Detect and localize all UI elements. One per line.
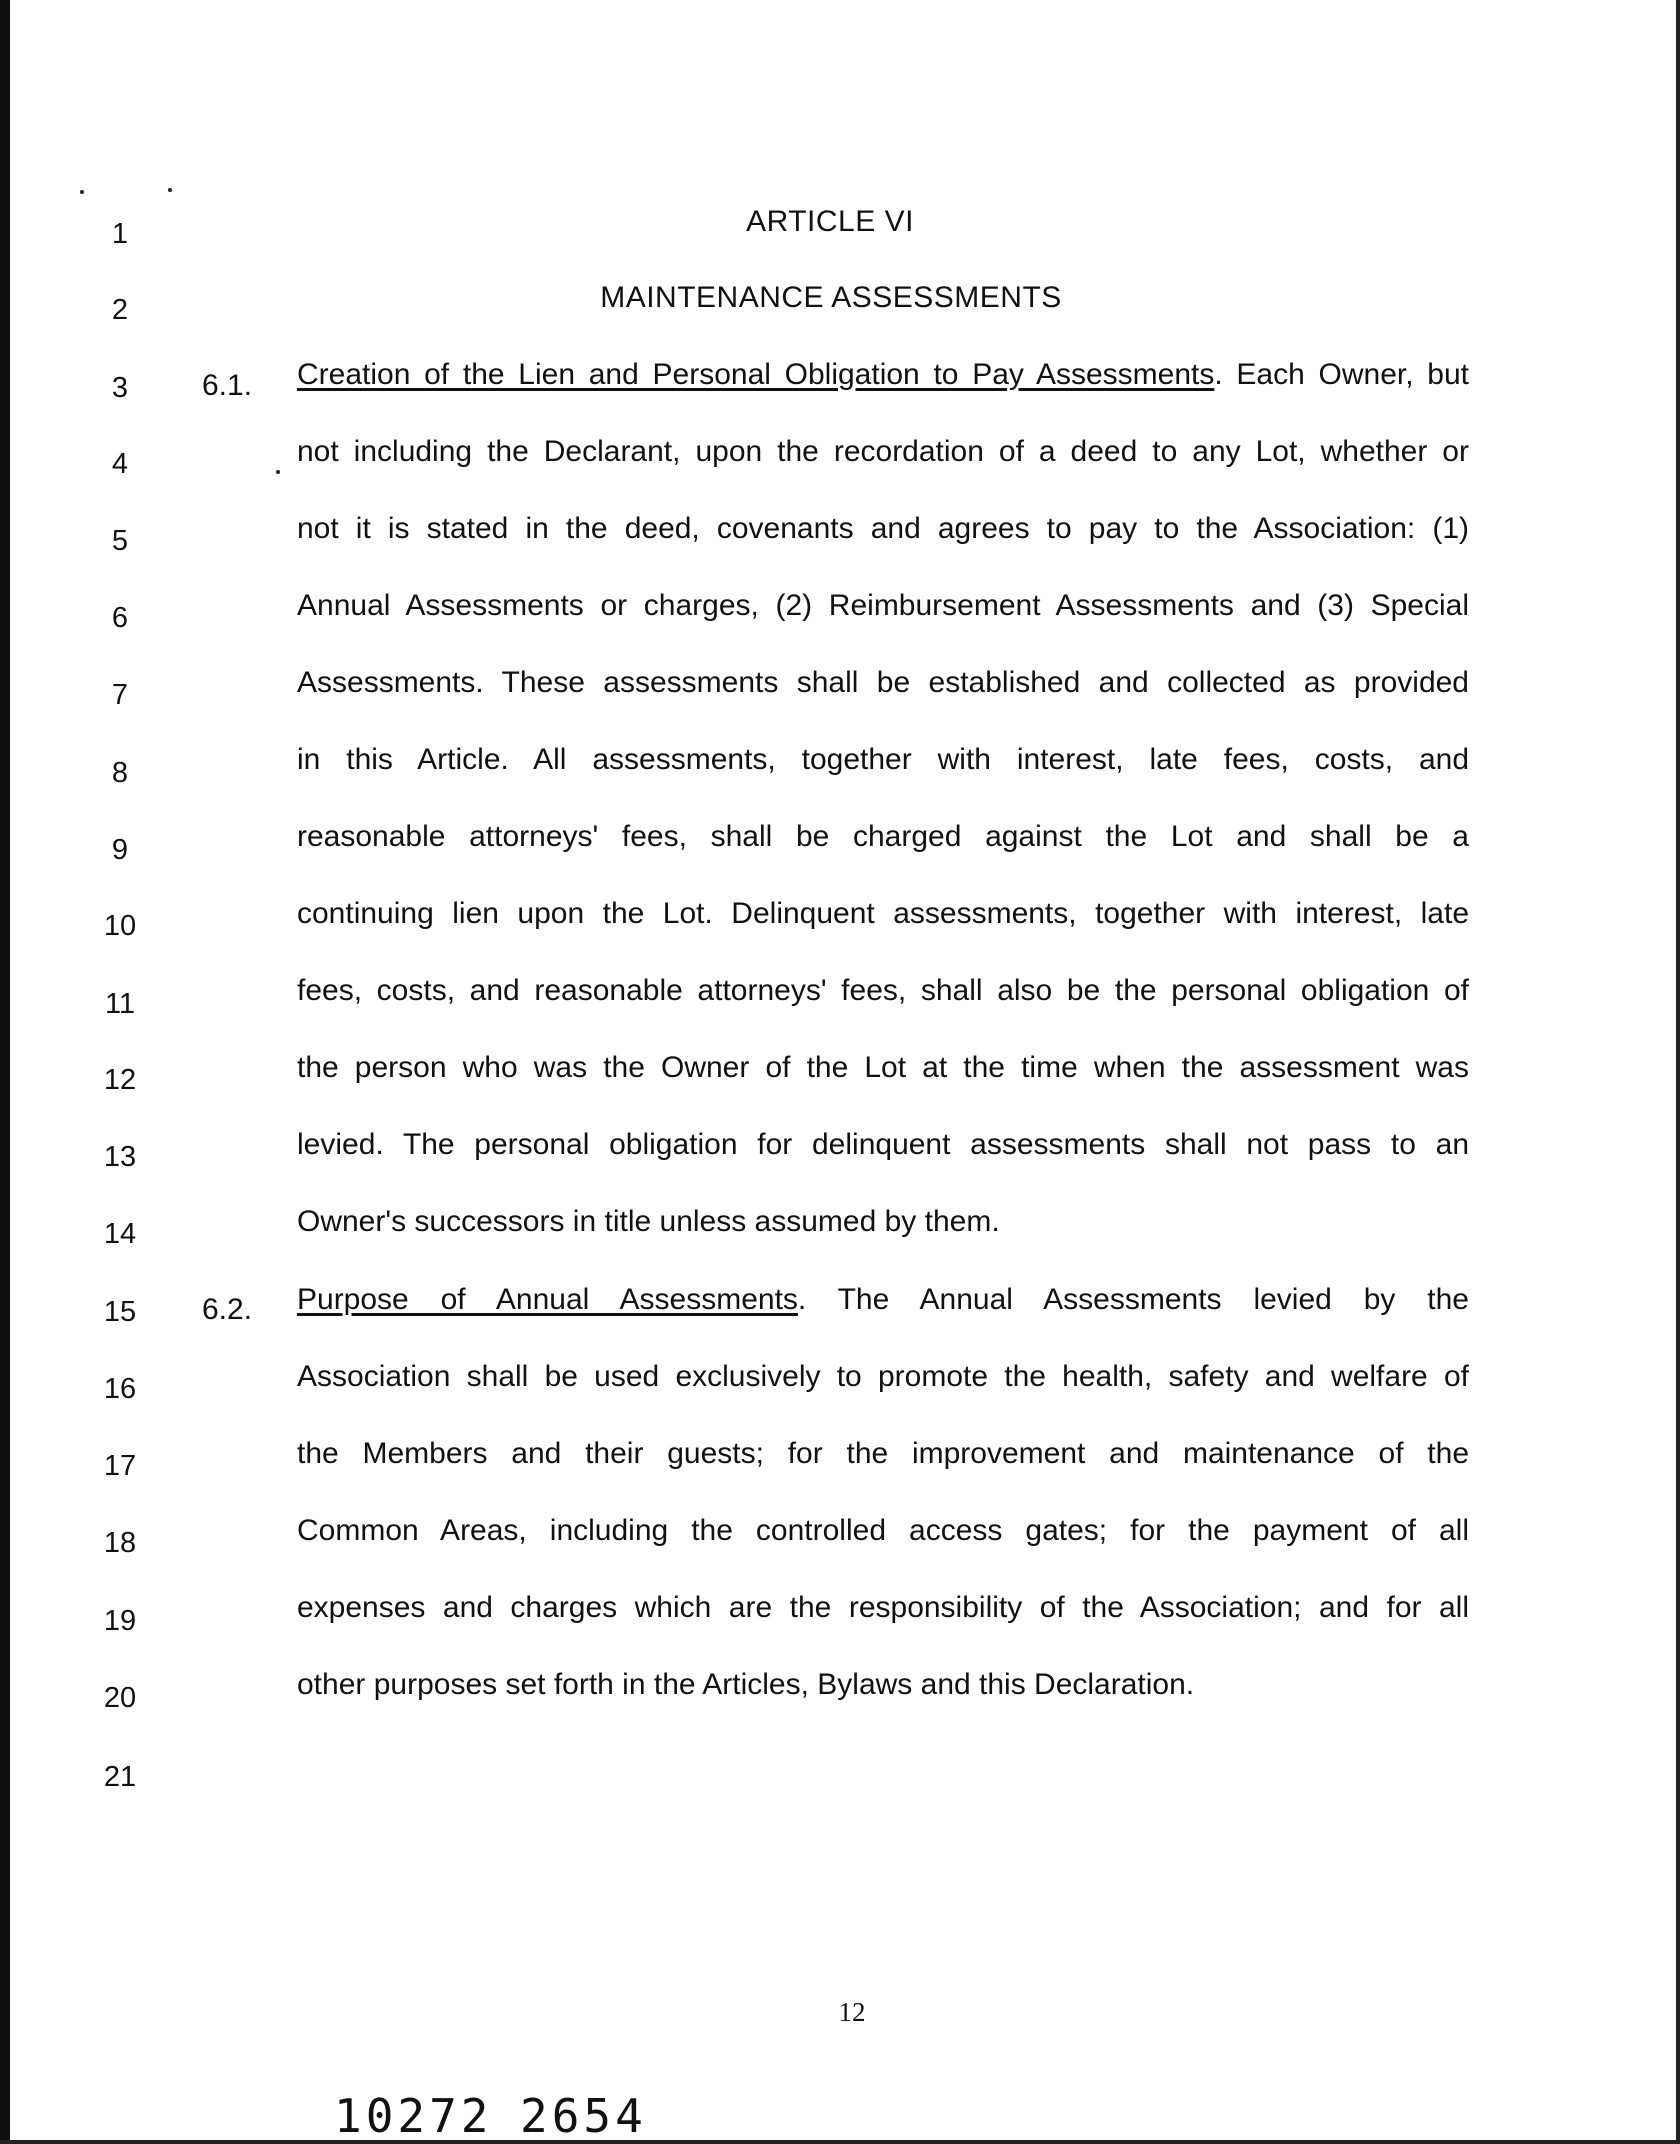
line-number: 3	[111, 372, 129, 404]
line-number: 15	[103, 1296, 137, 1328]
line-number: 5	[111, 525, 129, 557]
body-line: not including the Declarant, upon the recordation of a deed to any Lot, whether or	[297, 435, 1469, 468]
page-number: 12	[838, 1997, 866, 2027]
record-page-number: 2654	[520, 2089, 647, 2143]
body-line: not it is stated in the deed, covenants and agrees to pay to the Association: (1)	[297, 512, 1469, 545]
body-line: levied. The personal obligation for delinquent assessments shall not pass to an	[297, 1128, 1469, 1161]
body-line: the Members and their guests; for the improvement and maintenance of the	[297, 1437, 1469, 1470]
line-number: 13	[103, 1141, 137, 1173]
body-line: reasonable attorneys' fees, shall be charged against the Lot and shall be a	[297, 820, 1469, 853]
body-line: the person who was the Owner of the Lot at the time when the assessment was	[297, 1051, 1469, 1084]
record-book-number: 10272	[334, 2089, 493, 2143]
article-heading: ARTICLE VI	[746, 205, 914, 238]
section-text: . Each Owner, but	[1214, 358, 1469, 391]
body-line: Annual Assessments or charges, (2) Reimbursement Assessments and (3) Special	[297, 589, 1469, 622]
body-line: fees, costs, and reasonable attorneys' fees, shall also be the personal obligation of	[297, 974, 1469, 1007]
line-number: 2	[111, 294, 129, 326]
line-number: 11	[104, 988, 136, 1020]
section-number: 6.2.	[202, 1293, 253, 1326]
line-number: 10	[103, 910, 137, 942]
body-line: expenses and charges which are the responsibility of the Association; and for all	[297, 1591, 1469, 1624]
line-number: 14	[103, 1218, 137, 1250]
line-number: 9	[111, 834, 129, 866]
body-line: continuing lien upon the Lot. Delinquent assessments, together with interest, late	[297, 897, 1469, 930]
body-line: Common Areas, including the controlled access gates; for the payment of all	[297, 1514, 1469, 1547]
line-number: 21	[103, 1761, 137, 1793]
line-number: 8	[111, 757, 129, 789]
section-caption: Creation of the Lien and Personal Obligation to Pay Assessments	[297, 358, 1215, 391]
section-caption: Purpose of Annual Assessments	[297, 1283, 798, 1316]
line-number: 1	[111, 218, 129, 250]
body-line: Owner's successors in title unless assumed by them.	[297, 1205, 1000, 1238]
line-number: 7	[111, 679, 129, 711]
article-title: MAINTENANCE ASSESSMENTS	[600, 281, 1062, 314]
line-number: 16	[103, 1373, 137, 1405]
section-number: 6.1.	[202, 369, 253, 402]
body-line: Assessments. These assessments shall be established and collected as provided	[297, 666, 1469, 699]
scan-speck	[168, 188, 172, 192]
line-number: 12	[103, 1064, 137, 1096]
body-line: Association shall be used exclusively to promote the health, safety and welfare of	[297, 1360, 1469, 1393]
line-number: 18	[103, 1527, 137, 1559]
line-number: 6	[111, 602, 129, 634]
scan-speck	[80, 190, 84, 194]
section-first-line	[297, 1280, 1469, 1320]
section-text: . The Annual Assessments levied by the	[797, 1283, 1469, 1316]
body-line: in this Article. All assessments, together with interest, late fees, costs, and	[297, 743, 1469, 776]
section-first-line	[297, 355, 1469, 395]
body-line: other purposes set forth in the Articles, Bylaws and this Declaration.	[297, 1668, 1195, 1701]
line-number: 4	[111, 448, 129, 480]
line-number: 20	[103, 1682, 137, 1714]
line-number: 17	[103, 1450, 137, 1482]
line-number: 19	[103, 1605, 137, 1637]
scan-speck	[276, 470, 280, 474]
